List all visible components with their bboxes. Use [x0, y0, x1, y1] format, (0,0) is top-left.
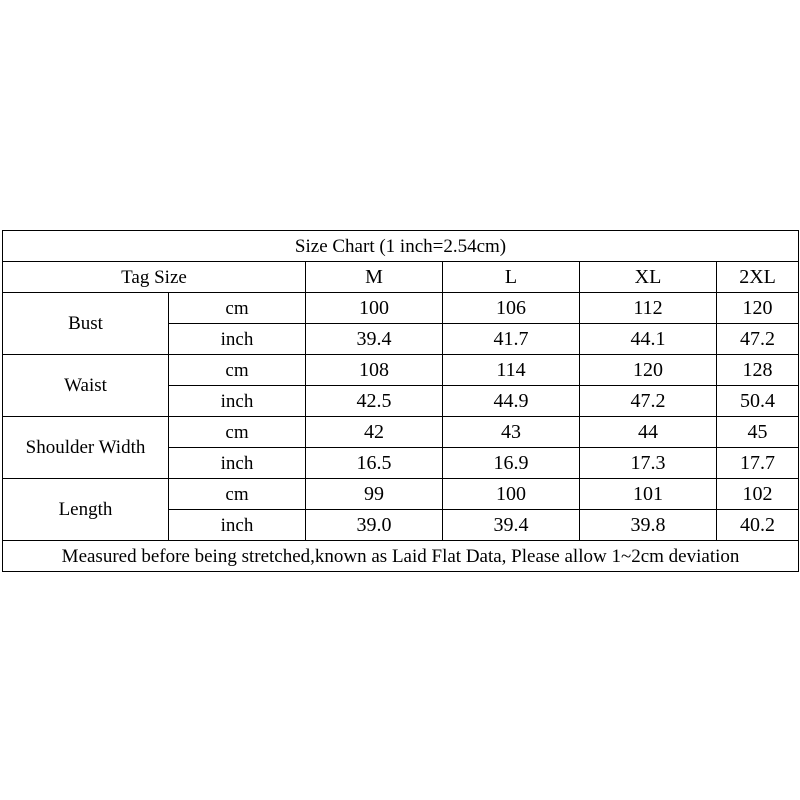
value-cell: 100	[443, 479, 580, 510]
value-cell: 40.2	[717, 510, 799, 541]
value-cell: 17.7	[717, 448, 799, 479]
value-cell: 42.5	[306, 386, 443, 417]
value-cell: 39.4	[306, 324, 443, 355]
value-cell: 41.7	[443, 324, 580, 355]
table-row	[3, 479, 799, 510]
unit-cell: cm	[169, 293, 306, 324]
value-cell: 44.9	[443, 386, 580, 417]
value-cell: 44.1	[580, 324, 717, 355]
size-header-2xl: 2XL	[717, 262, 799, 293]
value-cell: 17.3	[580, 448, 717, 479]
measure-label-waist: Waist	[3, 355, 169, 417]
unit-cell: cm	[169, 417, 306, 448]
table-row	[3, 293, 799, 324]
value-cell: 39.0	[306, 510, 443, 541]
header-row	[3, 262, 799, 293]
unit-cell: inch	[169, 510, 306, 541]
value-cell: 120	[717, 293, 799, 324]
value-cell: 42	[306, 417, 443, 448]
value-cell: 39.8	[580, 510, 717, 541]
unit-cell: inch	[169, 448, 306, 479]
value-cell: 16.5	[306, 448, 443, 479]
unit-cell: cm	[169, 355, 306, 386]
value-cell: 44	[580, 417, 717, 448]
size-header-xl: XL	[580, 262, 717, 293]
table-row	[3, 417, 799, 448]
size-chart-table	[2, 230, 799, 572]
unit-cell: inch	[169, 324, 306, 355]
footnote-row	[3, 541, 799, 572]
value-cell: 106	[443, 293, 580, 324]
value-cell: 99	[306, 479, 443, 510]
value-cell: 114	[443, 355, 580, 386]
table-row	[3, 355, 799, 386]
value-cell: 102	[717, 479, 799, 510]
value-cell: 108	[306, 355, 443, 386]
value-cell: 16.9	[443, 448, 580, 479]
unit-cell: cm	[169, 479, 306, 510]
tag-size-header: Tag Size	[3, 262, 306, 293]
value-cell: 112	[580, 293, 717, 324]
size-header-l: L	[443, 262, 580, 293]
value-cell: 50.4	[717, 386, 799, 417]
value-cell: 39.4	[443, 510, 580, 541]
measure-label-shoulder-width: Shoulder Width	[3, 417, 169, 479]
footnote: Measured before being stretched,known as Laid Flat Data, Please allow 1~2cm deviation	[3, 541, 799, 572]
value-cell: 47.2	[580, 386, 717, 417]
size-header-m: M	[306, 262, 443, 293]
measure-label-bust: Bust	[3, 293, 169, 355]
value-cell: 47.2	[717, 324, 799, 355]
measure-label-length: Length	[3, 479, 169, 541]
value-cell: 45	[717, 417, 799, 448]
value-cell: 128	[717, 355, 799, 386]
value-cell: 43	[443, 417, 580, 448]
unit-cell: inch	[169, 386, 306, 417]
value-cell: 100	[306, 293, 443, 324]
title-row	[3, 231, 799, 262]
chart-title: Size Chart (1 inch=2.54cm)	[3, 231, 799, 262]
value-cell: 120	[580, 355, 717, 386]
value-cell: 101	[580, 479, 717, 510]
